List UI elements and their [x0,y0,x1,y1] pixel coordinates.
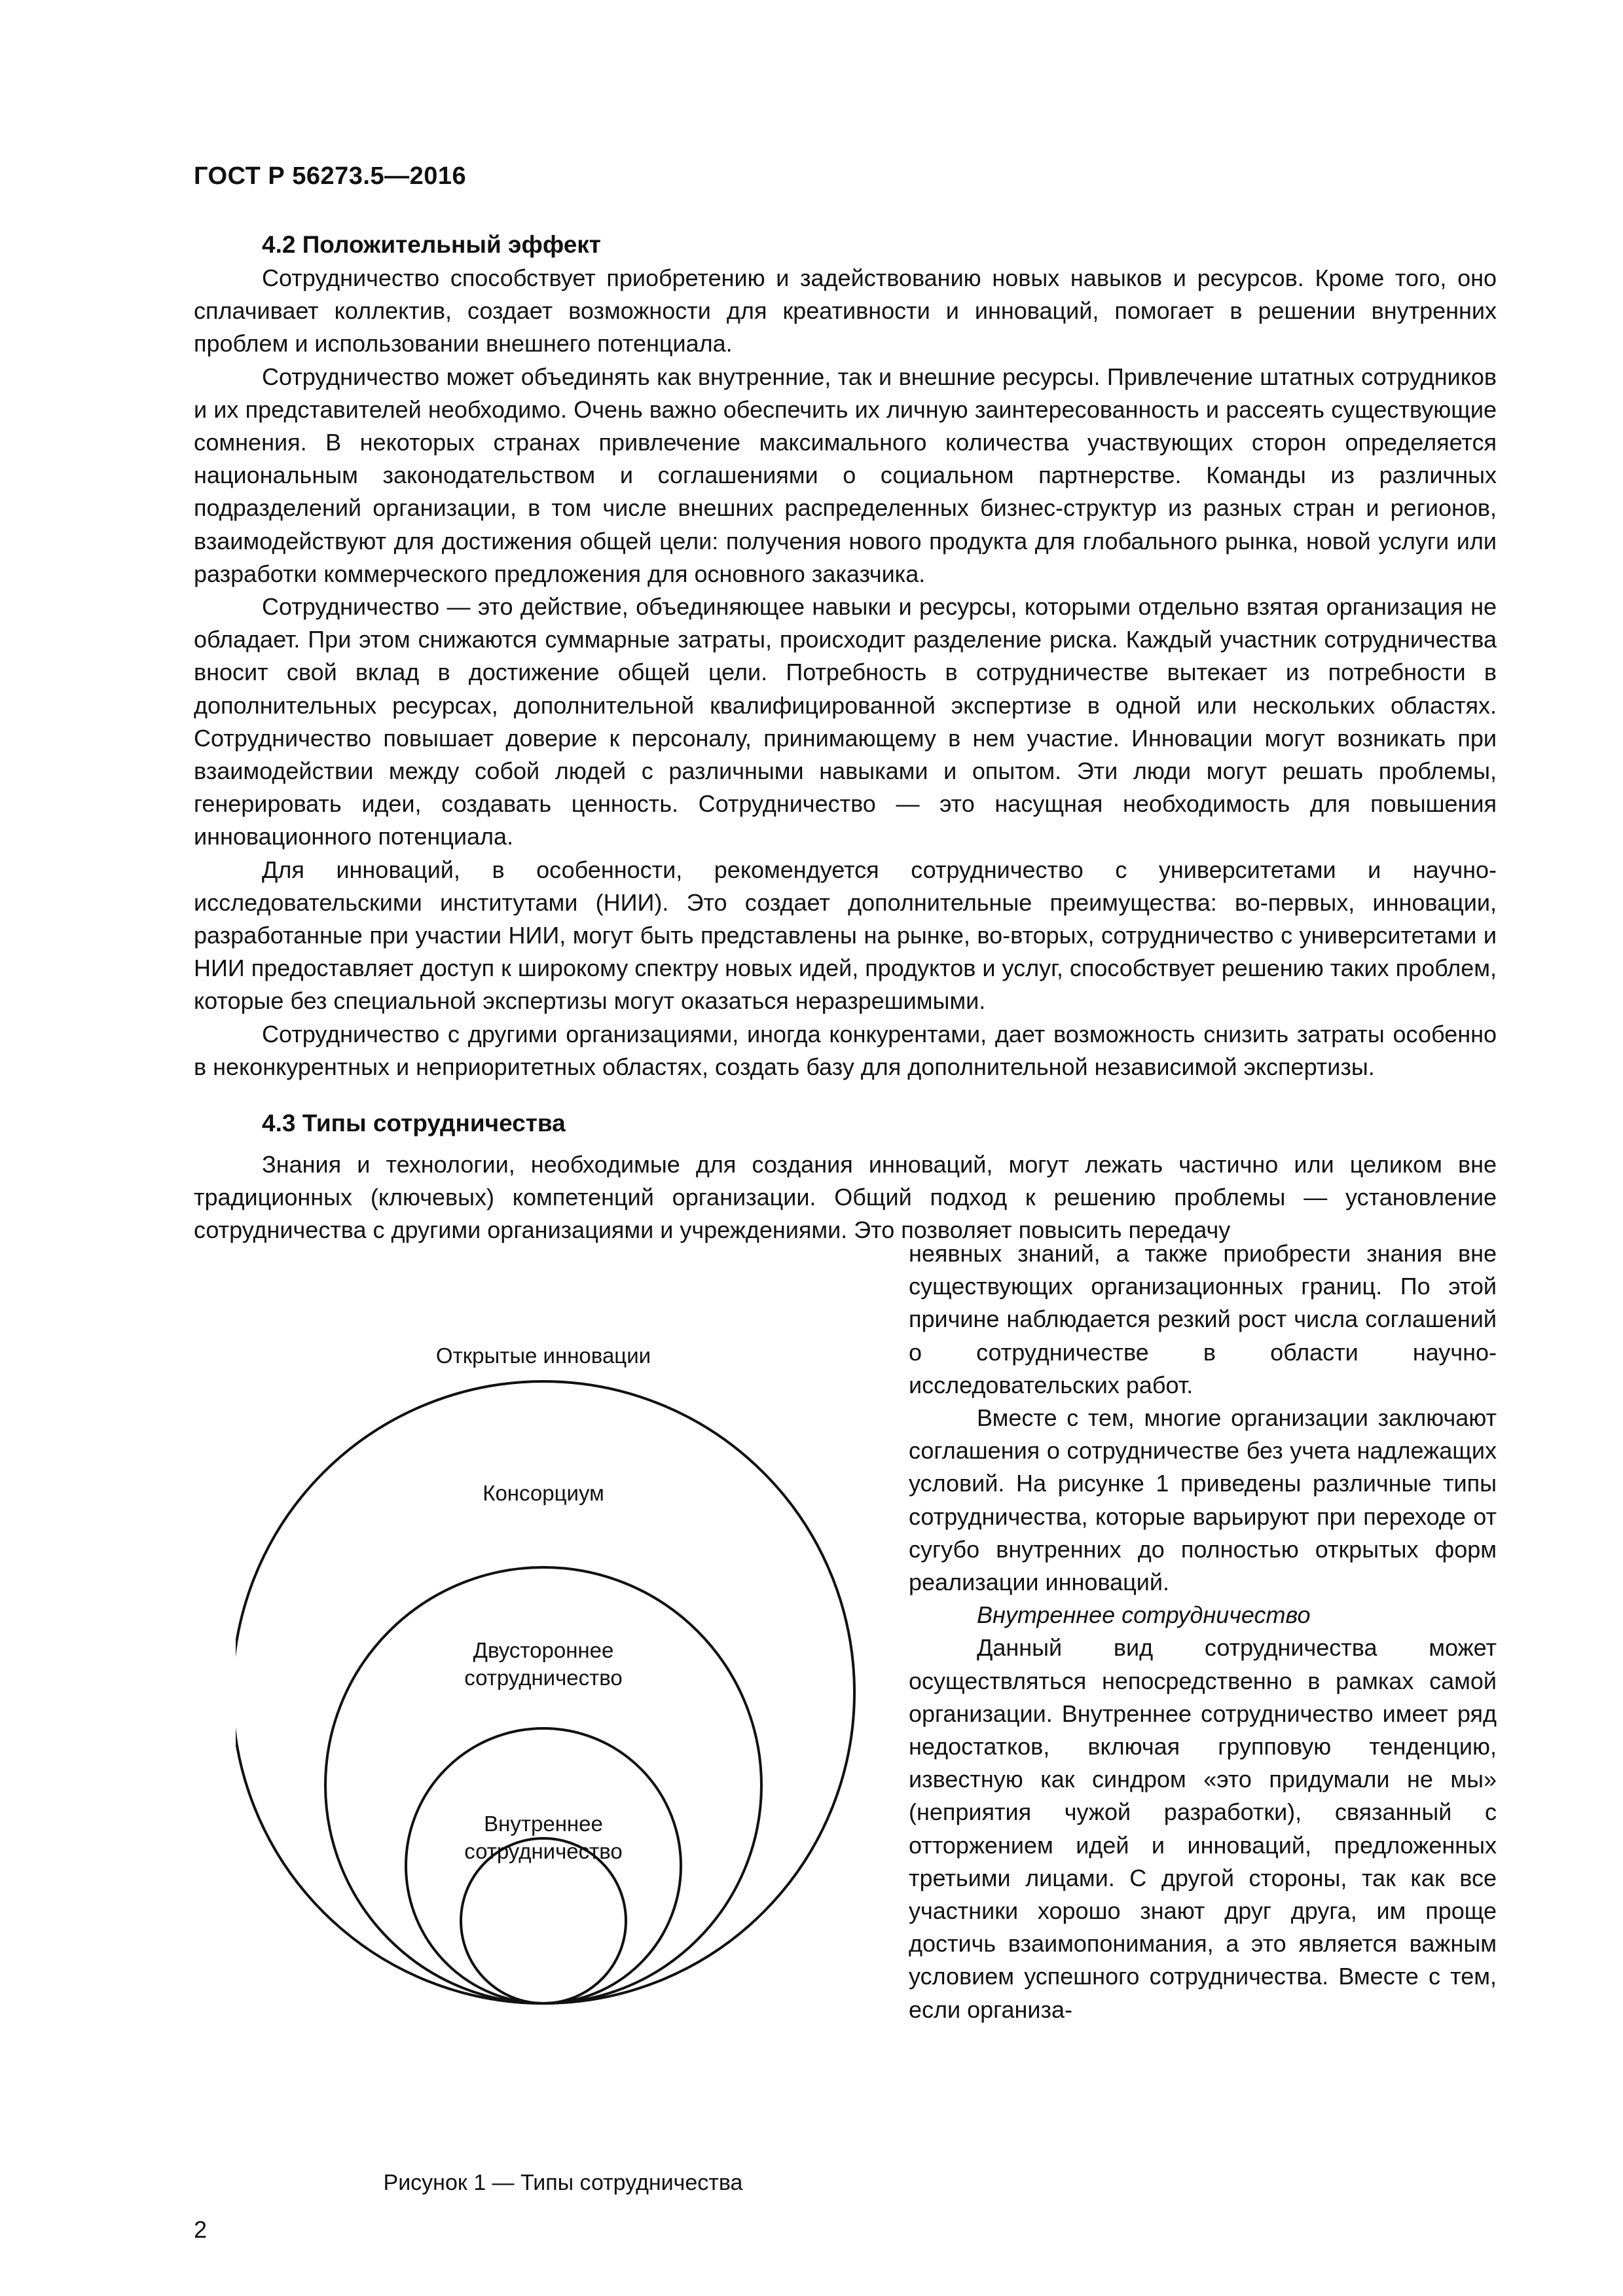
nested-circles-diagram [236,1303,890,2128]
paragraph: Вместе с тем, многие организации заключают соглашения о сотрудничестве без учета надлежащих условий. На рисунке 1 приведены различные типы сотрудничества, которые варьируют при переходе от сугубо внутренних до полностью открытых форм реализации инноваций. [909,1404,1497,1596]
section-4-2 [194,228,1497,1084]
circle-open-innovation [236,1381,854,2003]
section-title: 4.3 Типы сотрудничества [262,1110,566,1137]
figure-nested-circles [236,1303,890,2128]
paragraph: Сотрудничество с другими организациями, иногда конкурентами, дает возможность снизить затраты особенно в неконкурентных и неприоритетных областях, создать базу для дополнительной независимой экспертизы. [194,1020,1497,1080]
figure-caption: Рисунок 1 — Типы сотрудничества [383,2170,743,2195]
paragraph: Сотрудничество способствует приобретению и задействованию новых навыков и ресурсов. Кроме того, оно сплачивает коллектив, создает возможности для креативности и инноваций, помогает в решении внутренних проблем и использовании внешнего потенциала. [194,264,1497,357]
document-header: ГОСТ Р 56273.5—2016 [194,162,467,190]
paragraph: Сотрудничество — это действие, объединяющее навыки и ресурсы, которыми отдельно взятая организация не обладает. При этом снижаются суммарные затраты, происходит разделение риска. Каждый участник сотрудничества вносит свой вклад в достижение общей цели. Потребность в сотрудничестве вытекает из потребности в дополнительных ресурсах, дополнительной квалифицированной экспертизе в одной или нескольких областях. Сотрудничество повышает доверие к персоналу, принимающему в нем участие. Инновации могут возникать при взаимодействии между собой людей с различными навыками и опытом. Эти люди могут решать проблемы, генерировать идеи, создавать ценность. Сотрудничество — это насущная необходимость для повышения инновационного потенциала. [194,593,1497,850]
paragraph: неявных знаний, а также приобрести знания вне существующих организационных границ. По этой причине наблюдается резкий рост числа соглашений о сотрудничестве в области научно-исследовательских работ. [909,1240,1497,1398]
label-consortium: Консорциум [483,1481,604,1505]
paragraph: Сотрудничество может объединять как внутренние, так и внешние ресурсы. Привлечение штатных сотрудников и их представителей необходимо. Очень важно обеспечить их личную заинтересованность и рассеять существующие сомнения. В некоторых странах привлечение максимального количества участвующих сторон определяется национальным законодательством и соглашениями о социальном партнерстве. Команды из различных подразделений организации, в том числе внешних распределенных бизнес-структур из разных стран и регионов, взаимодействуют для достижения общей цели: получения нового продукта для глобального рынка, новой услуги или разработки коммерческого предложения для основного заказчика. [194,363,1497,587]
paragraph: Для инноваций, в особенности, рекомендуется сотрудничество с университетами и научно-исследовательскими институтами (НИИ). Это создает дополнительные преимущества: во-первых, инновации, разработанные при участии НИИ, могут быть представлены на рынке, во-вторых, сотрудничество с университетами и НИИ предоставляет доступ к широкому спектру новых идей, продуктов и услуг, способствует решению таких проблем, которые без специальной экспертизы могут оказаться неразрешимыми. [194,856,1497,1015]
label-open-innovation: Открытые инновации [435,1343,651,1368]
circle-consortium [325,1567,761,2003]
circle-bilateral [406,1728,681,2003]
subheading: Внутреннее сотрудничество [977,1601,1311,1629]
label-internal: Внутреннее сотрудничество [464,1812,623,1863]
section-title: 4.2 Положительный эффект [262,231,601,258]
page-number: 2 [194,2216,208,2243]
right-column-text [909,1237,1497,2026]
paragraph: Знания и технологии, необходимые для создания инноваций, могут лежать частично или целиком вне традиционных (ключевых) компетенций организации. Общий подход к решению проблемы — установление сотрудничества с другими организациями и учреждениями. Это позволяет повысить передачу [194,1151,1497,1244]
label-bilateral: Двустороннее сотрудничество [464,1638,623,1690]
paragraph: Данный вид сотрудничества может осуществляться непосредственно в рамках самой организации. Внутреннее сотрудничество имеет ряд недостатков, включая групповую тенденцию, известную как синдром «это придумали не мы» (неприятия чужой разработки), связанный с отторжением идей и инноваций, предложенных третьими лицами. С другой стороны, так как все участники хорошо знают друг друга, им проще достичь взаимопонимания, а это является важным условием успешного сотрудничества. Вместе с тем, если организа- [909,1634,1497,2023]
section-4-3 [194,1106,1497,1247]
